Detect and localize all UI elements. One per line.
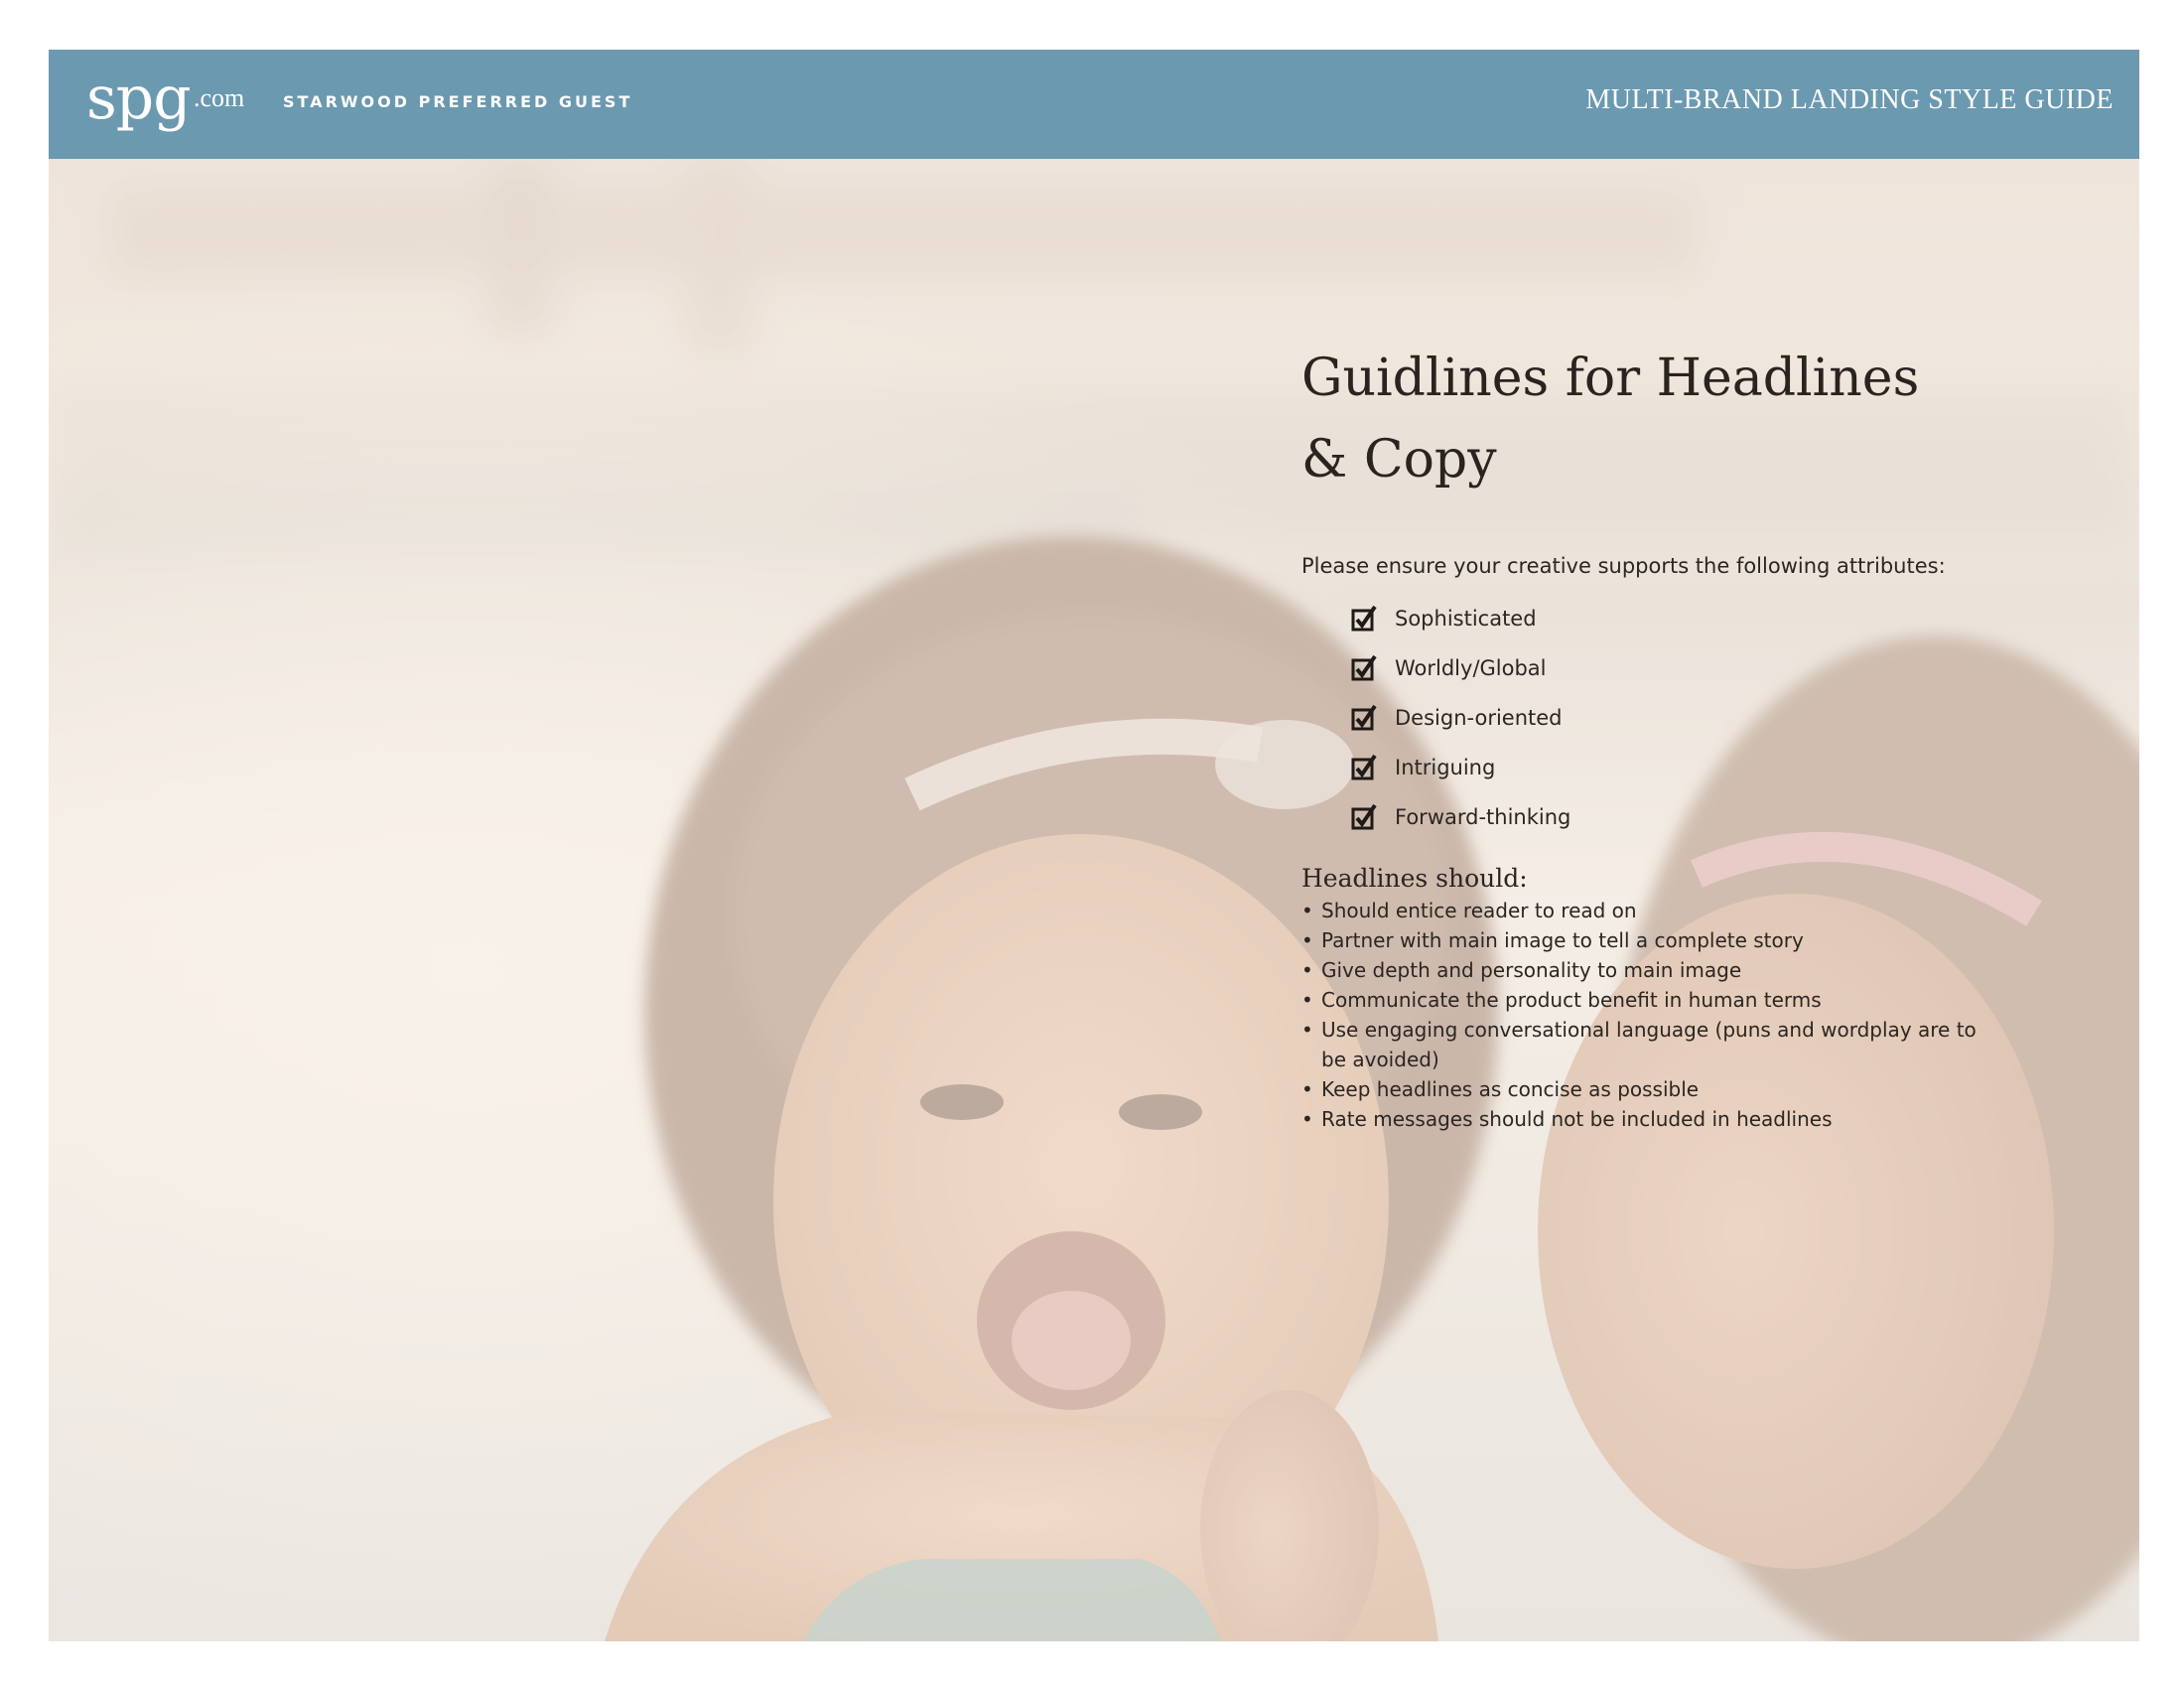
checklist-item	[1351, 643, 2056, 693]
rule-text: Keep headlines as concise as possible	[1321, 1077, 1700, 1101]
rule-text: Should entice reader to read on	[1321, 899, 1637, 922]
document-title: MULTI-BRAND LANDING STYLE GUIDE	[1585, 84, 2114, 115]
rule-text: Give depth and personality to main image	[1321, 958, 1742, 982]
checklist-label: Intriguing	[1395, 756, 1496, 779]
rule-text: Communicate the product benefit in human terms	[1321, 988, 1822, 1012]
rule-item	[1301, 896, 1996, 925]
page-heading	[1301, 338, 2056, 500]
bullet-icon: •	[1301, 928, 1313, 952]
header-bar	[49, 50, 2139, 159]
checklist-label: Design-oriented	[1395, 706, 1563, 730]
rule-item	[1301, 1074, 1996, 1104]
bullet-icon: •	[1301, 1107, 1313, 1131]
checklist-label: Forward-thinking	[1395, 805, 1571, 829]
guidelines-content	[1301, 338, 2056, 1134]
rule-text: Rate messages should not be included in headlines	[1321, 1107, 1833, 1131]
attributes-checklist	[1351, 594, 2056, 842]
checkbox-checked-icon	[1351, 654, 1377, 682]
bullet-icon: •	[1301, 899, 1313, 922]
headlines-rules-list	[1301, 896, 1996, 1134]
checklist-item	[1351, 792, 2056, 842]
rule-text: Partner with main image to tell a complete story	[1321, 928, 1804, 952]
logo-suffix: .com	[194, 83, 245, 112]
headlines-subheading: Headlines should:	[1301, 864, 1528, 893]
heading-line-1: Guidlines for Headlines	[1301, 349, 1920, 408]
bullet-icon: •	[1301, 958, 1313, 982]
spg-logo: spg	[86, 64, 191, 133]
checklist-label: Worldly/Global	[1395, 656, 1547, 680]
rule-item	[1301, 1015, 1996, 1074]
rule-item	[1301, 925, 1996, 955]
rule-item	[1301, 1104, 1996, 1134]
checklist-item	[1351, 693, 2056, 743]
checkbox-checked-icon	[1351, 605, 1377, 633]
bullet-icon: •	[1301, 1077, 1313, 1101]
heading-line-2: & Copy	[1301, 430, 1497, 490]
bullet-icon: •	[1301, 988, 1313, 1012]
rule-item	[1301, 985, 1996, 1015]
checkbox-checked-icon	[1351, 754, 1377, 781]
checklist-item	[1351, 743, 2056, 792]
checklist-item	[1351, 594, 2056, 643]
bullet-icon: •	[1301, 1018, 1313, 1042]
checklist-label: Sophisticated	[1395, 607, 1537, 631]
checkbox-checked-icon	[1351, 704, 1377, 732]
brand-tagline: STARWOOD PREFERRED GUEST	[283, 92, 633, 111]
rule-text: Use engaging conversational language (puns and wordplay are to be avoided)	[1321, 1018, 1977, 1071]
checkbox-checked-icon	[1351, 803, 1377, 831]
attributes-intro: Please ensure your creative supports the following attributes:	[1301, 554, 1946, 578]
rule-item	[1301, 955, 1996, 985]
